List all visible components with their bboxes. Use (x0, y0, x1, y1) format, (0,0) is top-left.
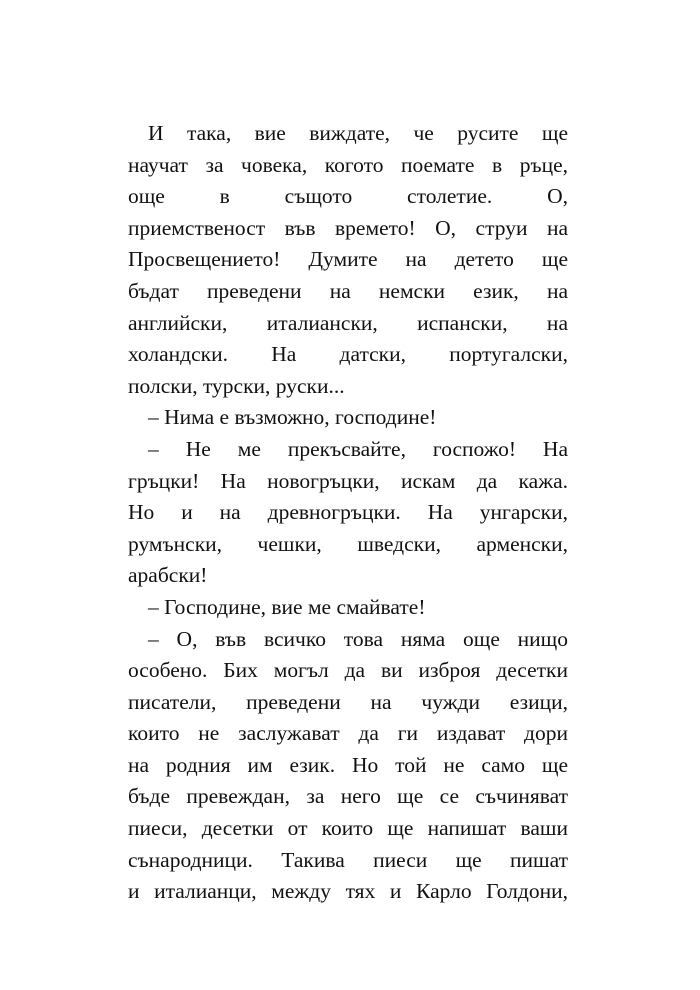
text-line: Просвещението! Думите на детето ще (128, 247, 568, 272)
text-line: – Нима е възможно, господине! (148, 405, 437, 430)
text-line: научат за човека, когото поемате в ръце, (128, 152, 568, 177)
text-line: – Не ме прекъсвайте, госпожо! На (148, 436, 568, 461)
text-line: и италианци, между тях и Карло Голдони, (128, 879, 568, 904)
text-line: И така, вие виждате, че русите ще (148, 121, 568, 145)
text-line: които не заслужават да ги издават дори (128, 721, 568, 746)
text-line: английски, италиански, испански, на (128, 310, 568, 335)
text-line: още в същото столетие. О, (128, 184, 568, 209)
body-text (128, 118, 568, 908)
text-line: холандски. На датски, португалски, (128, 342, 568, 367)
text-line: – О, във всичко това няма още нищо (148, 626, 568, 651)
text-line: сънародници. Такива пиеси ще пишат (128, 847, 568, 872)
text-line: бъдат преведени на немски език, на (128, 278, 568, 303)
text-line: бъде превеждан, за него ще се съчиняват (128, 784, 568, 809)
text-line: гръцки! На новогръцки, искам да кажа. (128, 468, 568, 493)
text-line: Но и на древногръцки. На унгарски, (128, 500, 568, 525)
text-line: особено. Бих могъл да ви изброя десетки (128, 658, 568, 683)
text-line: пиеси, десетки от които ще напишат ваши (128, 816, 568, 841)
text-line: полски, турски, руски... (128, 373, 345, 398)
text-line: арабски! (128, 563, 208, 588)
text-line: румънски, чешки, шведски, арменски, (128, 531, 568, 556)
text-line: – Господине, вие ме смайвате! (148, 594, 426, 619)
text-line: приемственост във времето! О, струи на (128, 215, 568, 240)
text-line: на родния им език. Но той не само ще (128, 752, 568, 777)
text-line: писатели, преведени на чужди езици, (128, 689, 568, 714)
